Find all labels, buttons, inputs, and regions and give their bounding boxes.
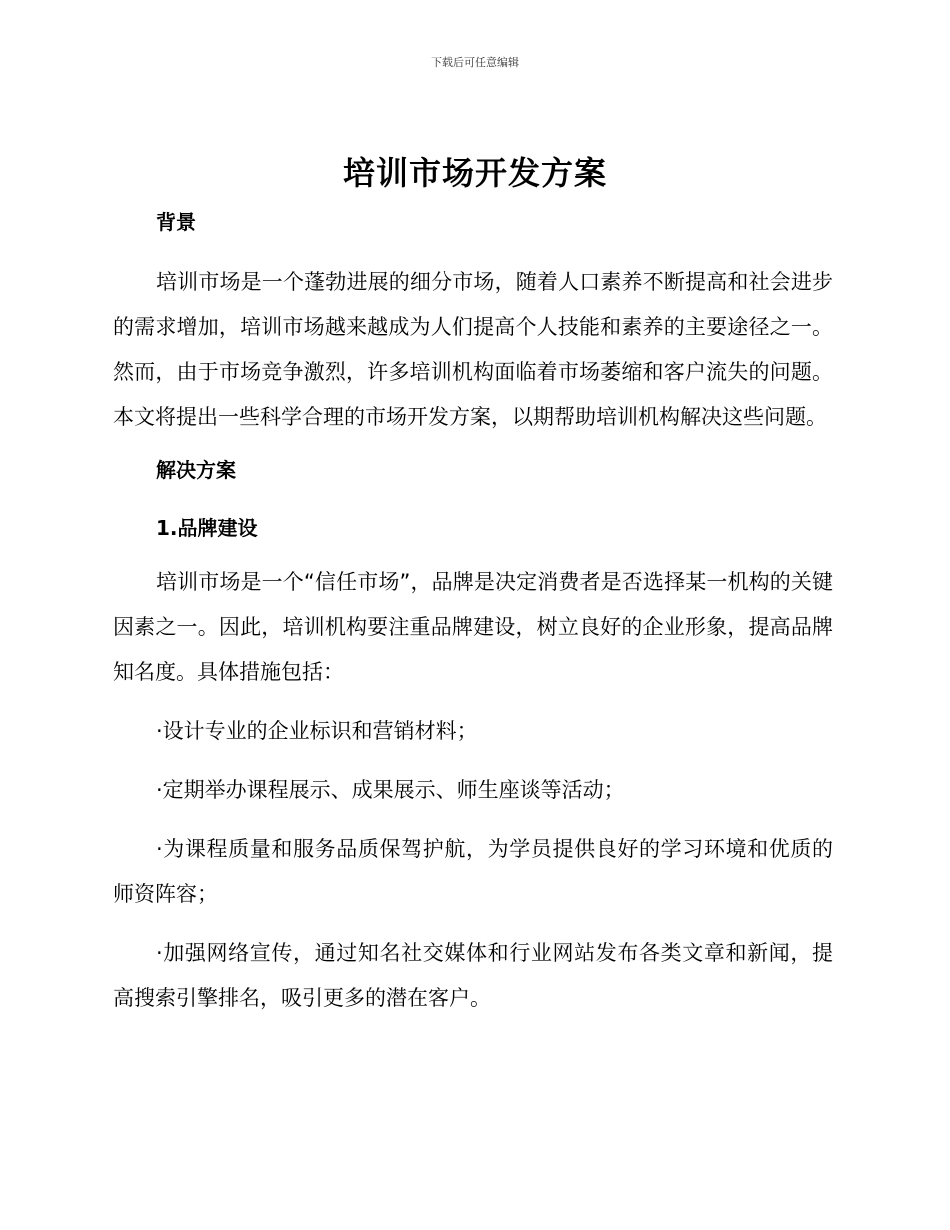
document-body (113, 204, 833, 1021)
bullet-item: ·设计专业的企业标识和营销材料； (156, 719, 478, 743)
bullet-item: ·定期举办课程展示、成果展示、师生座谈等活动； (156, 778, 625, 802)
background-heading: 背景 (156, 210, 196, 234)
brand-paragraph: 培训市场是一个“信任市场”，品牌是决定消费者是否选择某一机构的关键因素之一。因此，培训机构要注重品牌建设，树立良好的企业形象，提高品牌知名度。具体措施包括： (113, 570, 833, 684)
solution-heading: 解决方案 (156, 458, 236, 482)
bullet-item: ·为课程质量和服务品质保驾护航，为学员提供良好的学习环境和优质的师资阵容； (113, 837, 833, 906)
bullet-item: ·加强网络宣传，通过知名社交媒体和行业网站发布各类文章和新闻，提高搜索引擎排名，吸引更多的潜在客户。 (113, 941, 833, 1010)
document-title: 培训市场开发方案 (342, 154, 607, 192)
brand-heading: 1.品牌建设 (156, 516, 258, 540)
background-paragraph: 培训市场是一个蓬勃进展的细分市场，随着人口素养不断提高和社会进步的需求增加，培训市场越来越成为人们提高个人技能和素养的主要途径之一。然而，由于市场竞争激烈，许多培训机构面临着市场萎缩和客户流失的问题。本文将提出一些科学合理的市场开发方案，以期帮助培训机构解决这些问题。 (113, 270, 833, 429)
header-note: 下载后可任意编辑 (431, 56, 519, 69)
